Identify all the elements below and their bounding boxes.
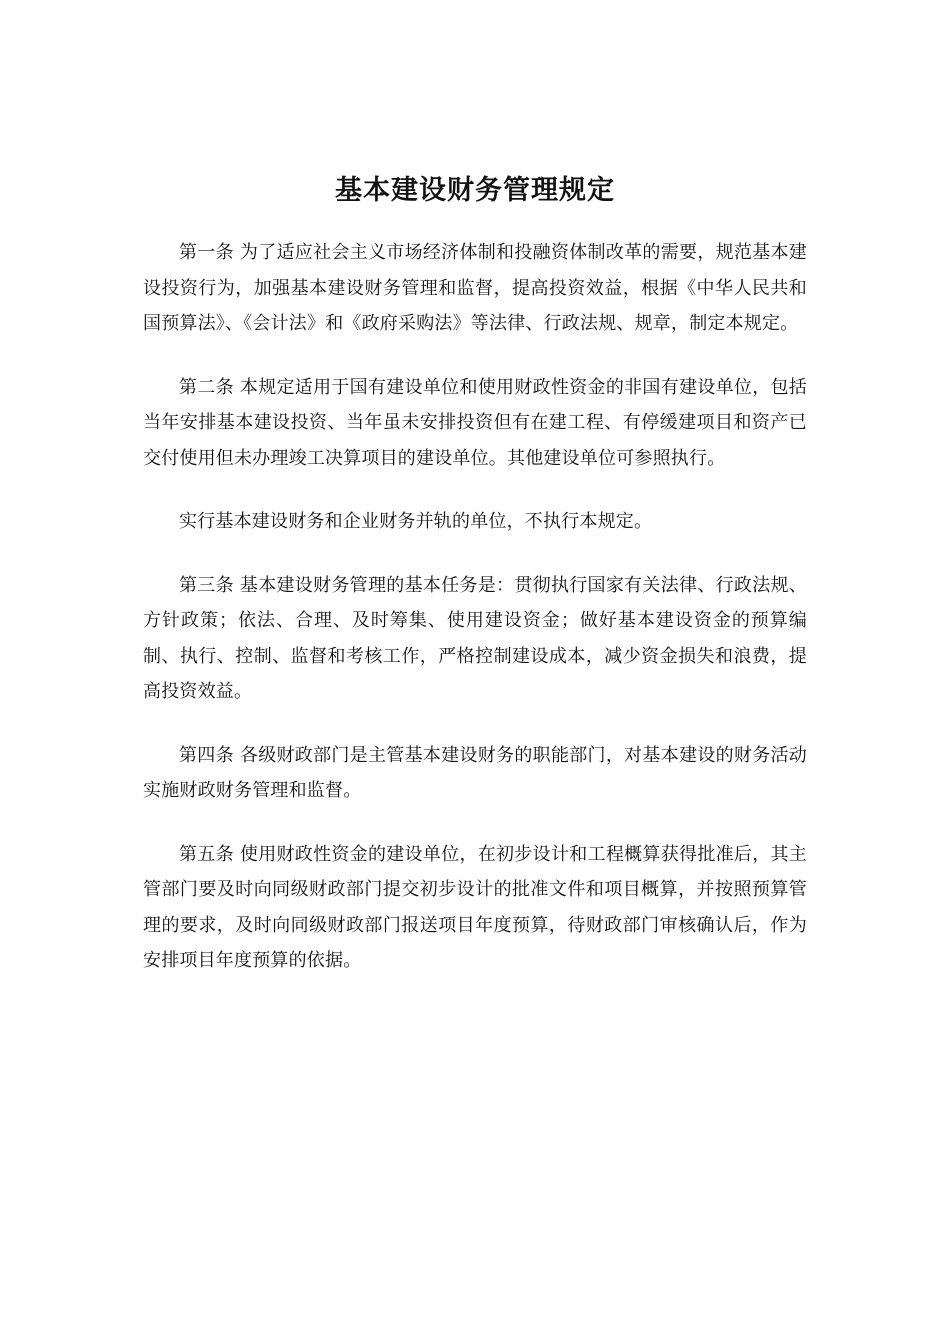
document-title: 基本建设财务管理规定: [335, 175, 615, 206]
article-5-paragraph: 第五条 使用财政性资金的建设单位，在初步设计和工程概算获得批准后，其主管部门要及时向同级财政部门提交初步设计的批准文件和项目概算，并按照预算管理的要求，及时向同级财政部门报送项目年度预算，待财政部门审核确认后，作为安排项目年度预算的依据。: [143, 843, 807, 971]
article-4-paragraph: 第四条 各级财政部门是主管基本建设财务的职能部门，对基本建设的财务活动实施财政财务管理和监督。: [143, 744, 807, 801]
article-2-note-paragraph: 实行基本建设财务和企业财务并轨的单位，不执行本规定。: [179, 511, 653, 532]
article-1-paragraph: 第一条 为了适应社会主义市场经济体制和投融资体制改革的需要，规范基本建设投资行为，加强基本建设财务管理和监督，提高投资效益，根据《中华人民共和国预算法》、《会计法》和《政府采购法》等法律、行政法规、规章，制定本规定。: [143, 242, 807, 334]
article-3-paragraph: 第三条 基本建设财务管理的基本任务是：贯彻执行国家有关法律、行政法规、方针政策；依法、合理、及时筹集、使用建设资金；做好基本建设资金的预算编制、执行、控制、监督和考核工作，严格控制建设成本，减少资金损失和浪费，提高投资效益。: [143, 574, 807, 702]
document-body: [143, 235, 807, 1007]
article-2-paragraph: 第二条 本规定适用于国有建设单位和使用财政性资金的非国有建设单位，包括当年安排基本建设投资、当年虽未安排投资但有在建工程、有停缓建项目和资产已交付使用但未办理竣工决算项目的建设单位。其他建设单位可参照执行。: [143, 376, 807, 469]
